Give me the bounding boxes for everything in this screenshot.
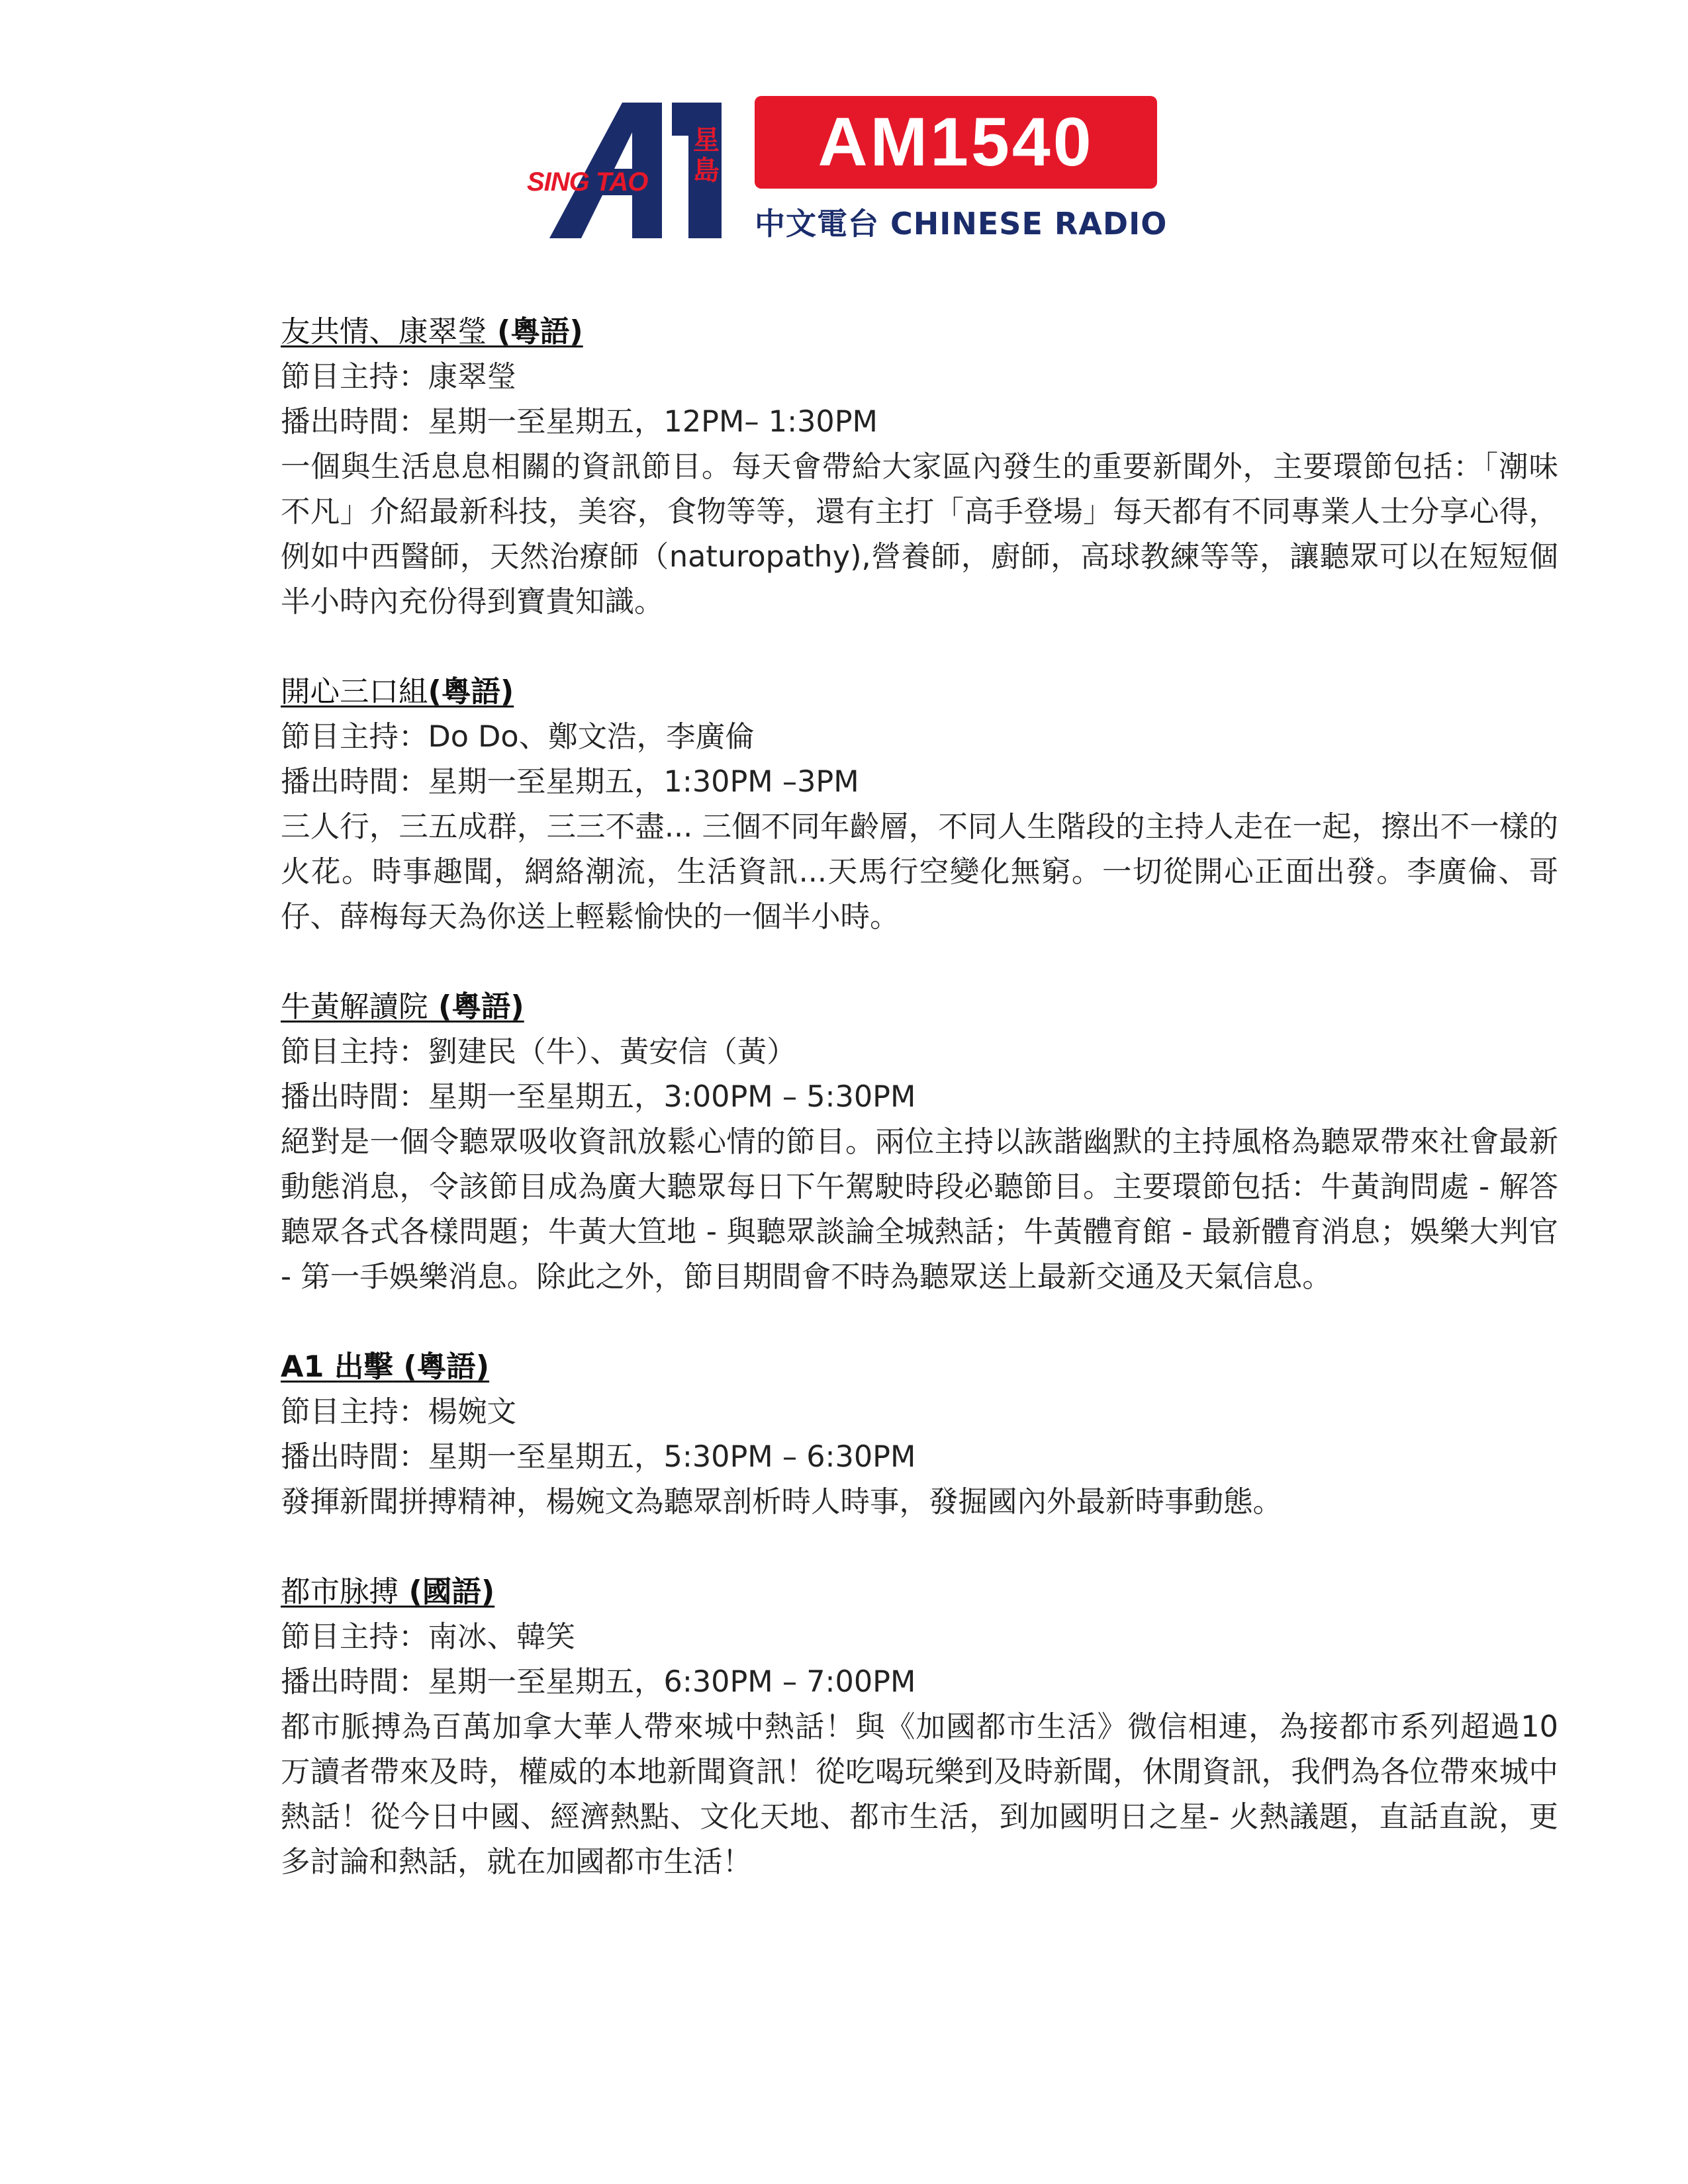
program-time: 播出時間：星期一至星期五，1:30PM –3PM [281, 765, 859, 799]
program-entry [281, 985, 1558, 1300]
program-description: 絕對是一個令聽眾吸收資訊放鬆心情的節目。兩位主持以詼諧幽默的主持風格為聽眾帶來社會最新動態消息，令該節目成為廣大聽眾每日下午駕駛時段必聽節目。主要環節包括：牛黃詢問處 - 解答聽眾各式各樣問題；牛黃大笪地 - 與聽眾談論全城熱話；牛黃體育館 - 最新體育消息；娛樂大判官 - 第一手娛樂消息。除此之外，節目期間會不時為聽眾送上最新交通及天氣信息。 [281, 1125, 1558, 1294]
program-time: 播出時間：星期一至星期五，5:30PM – 6:30PM [281, 1440, 916, 1474]
program-list [281, 310, 1558, 1930]
program-title: 友共情、康翠瑩 (粵語) [281, 315, 583, 349]
singtao-brand-text: SING TAO [527, 167, 648, 197]
program-host: 節目主持：楊婉文 [281, 1395, 517, 1429]
station-subtitle: 中文電台 CHINESE RADIO [755, 206, 1168, 242]
program-host: 節目主持：康翠瑩 [281, 360, 517, 394]
program-description: 一個與生活息息相關的資訊節目。每天會帶給大家區內發生的重要新聞外，主要環節包括：「潮味不凡」介紹最新科技，美容，食物等等，還有主打「高手登場」每天都有不同專業人士分享心得，例如中西醫師，天然治療師（naturopathy),營養師，廚師，高球教練等等，讓聽眾可以在短短個半小時內充份得到寶貴知識。 [281, 450, 1558, 619]
program-time: 播出時間：星期一至星期五，3:00PM – 5:30PM [281, 1080, 916, 1114]
singtao-chinese-text: 星島 [693, 125, 720, 186]
program-description: 發揮新聞拼搏精神，楊婉文為聽眾剖析時人時事，發掘國內外最新時事動態。 [281, 1485, 1283, 1519]
program-entry [281, 1345, 1558, 1525]
station-logo [523, 96, 1168, 242]
program-time: 播出時間：星期一至星期五，6:30PM – 7:00PM [281, 1665, 916, 1699]
program-description: 三人行，三五成群，三三不盡... 三個不同年齡層，不同人生階段的主持人走在一起，擦出不一樣的火花。時事趣聞，網絡潮流，生活資訊...天馬行空變化無窮。一切從開心正面出發。李廣倫、哥仔、薛梅每天為你送上輕鬆愉快的一個半小時。 [281, 810, 1558, 934]
program-title: 開心三口組(粵語) [281, 675, 514, 709]
program-host: 節目主持：Do Do、鄭文浩，李廣倫 [281, 720, 755, 754]
station-badge [755, 96, 1157, 189]
program-host: 節目主持：劉建民（牛）、黃安信（黃） [281, 1035, 796, 1069]
program-description: 都市脈搏為百萬加拿大華人帶來城中熱話！與《加國都市生活》微信相連，為接都市系列超過10 万讀者帶來及時，權威的本地新聞資訊！從吃喝玩樂到及時新聞，休閒資訊，我們為各位帶來城中熱話！從今日中國、經濟熱點、文化天地、都市生活，到加國明日之星- 火熱議題，直話直說，更多討論和熱話，就在加國都市生活！ [281, 1710, 1558, 1879]
station-frequency: AM1540 [818, 103, 1094, 181]
program-entry [281, 670, 1558, 940]
program-entry [281, 1570, 1558, 1885]
program-time: 播出時間：星期一至星期五，12PM– 1:30PM [281, 405, 878, 439]
program-title: A1 出擊 (粵語) [281, 1350, 490, 1384]
program-entry [281, 310, 1558, 625]
program-title: 都市脉搏 (國語) [281, 1575, 495, 1609]
program-host: 節目主持：南冰、韓笑 [281, 1620, 576, 1654]
program-title: 牛黃解讀院 (粵語) [281, 990, 524, 1024]
